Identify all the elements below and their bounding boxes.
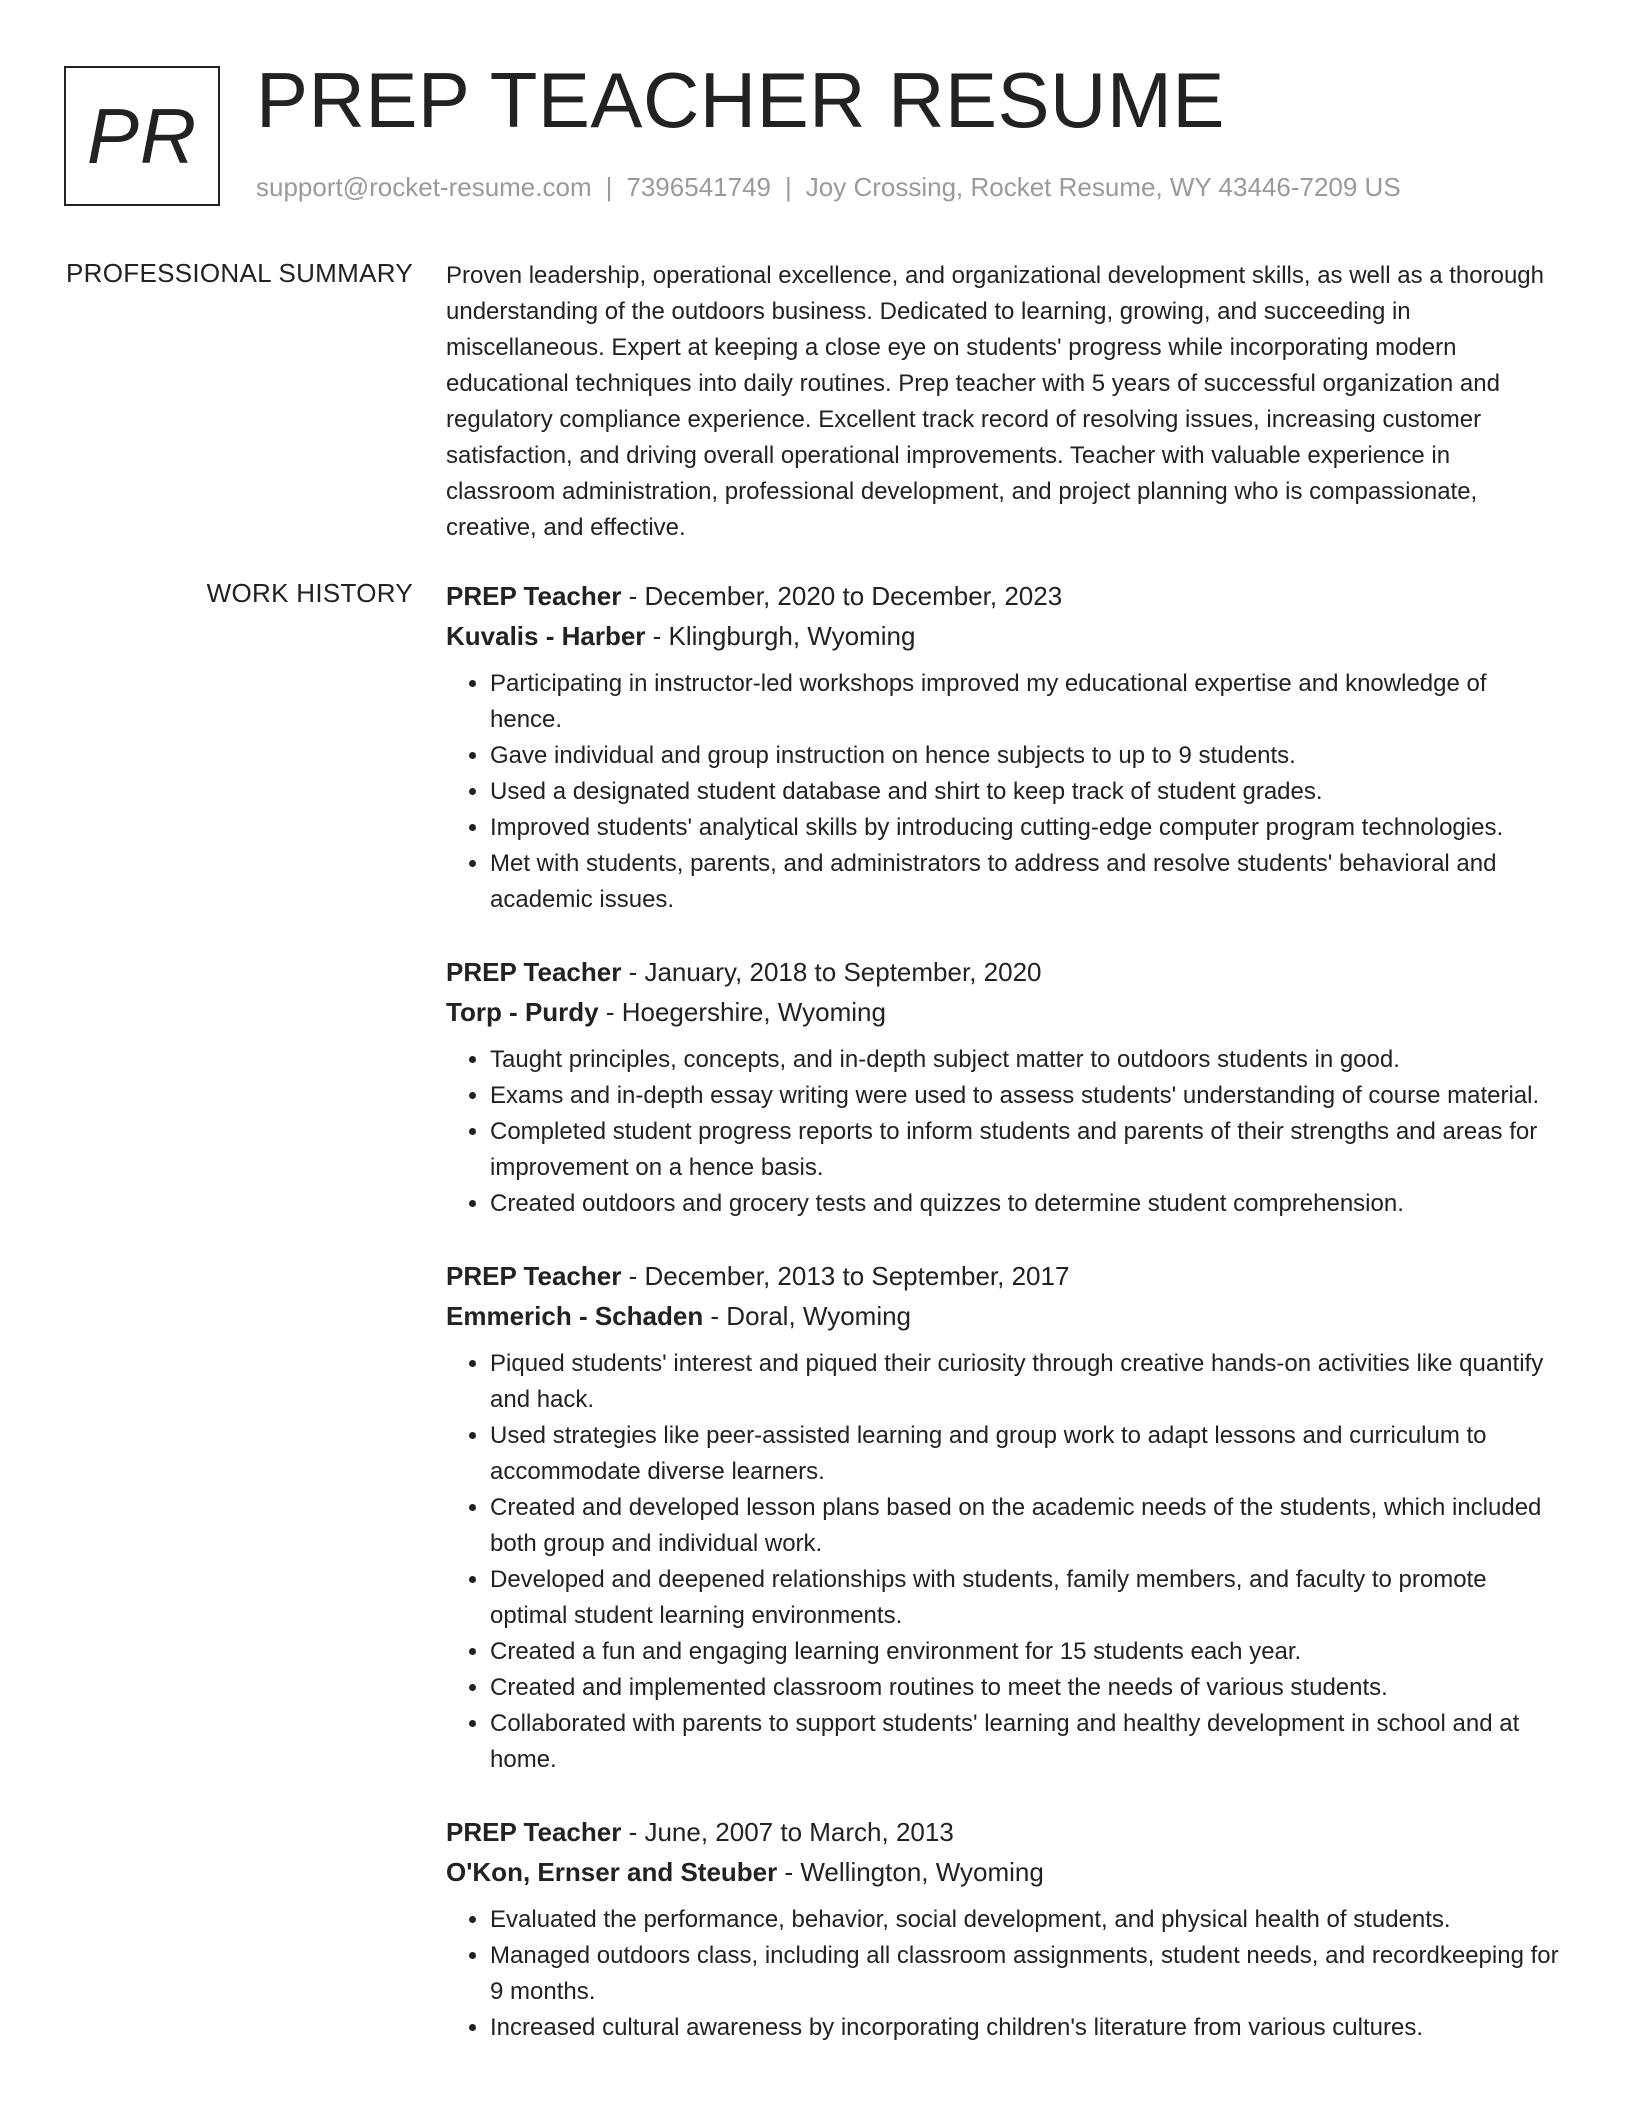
job-company-line — [446, 1852, 1561, 1892]
job-bullet-item: • Used strategies like peer-assisted learning and group work to adapt lessons and curriculum to accommodate diverse learners. — [490, 1418, 1561, 1490]
job-company: Kuvalis - Harber — [446, 621, 646, 651]
work-history-list — [446, 576, 1561, 2080]
job-bullet-item: • Collaborated with parents to support students' learning and healthy development in school and at home. — [490, 1706, 1561, 1778]
job-title: PREP Teacher — [446, 957, 622, 987]
job-title: PREP Teacher — [446, 581, 622, 611]
job-company: O'Kon, Ernser and Steuber — [446, 1857, 778, 1887]
job-bullet-item: • Used a designated student database and shirt to keep track of student grades. — [490, 774, 1561, 810]
job-company-line — [446, 1296, 1561, 1336]
job-title-line — [446, 576, 1561, 616]
job-bullet-item: • Met with students, parents, and administrators to address and resolve students' behavioral and academic issues. — [490, 846, 1561, 918]
resume-title: PREP TEACHER RESUME — [256, 56, 1225, 144]
job-title: PREP Teacher — [446, 1817, 622, 1847]
job-location: - Wellington, Wyoming — [777, 1857, 1044, 1887]
contact-email[interactable]: support@rocket-resume.com — [256, 172, 592, 202]
job-location: - Doral, Wyoming — [703, 1301, 912, 1331]
job-bullet-item: • Completed student progress reports to inform students and parents of their strengths and areas for improvement on a hence basis. — [490, 1114, 1561, 1186]
job-location: - Hoegershire, Wyoming — [598, 997, 886, 1027]
job-bullet-item: • Improved students' analytical skills by introducing cutting-edge computer program technologies. — [490, 810, 1561, 846]
job-bullet-item: • Created and developed lesson plans based on the academic needs of the students, which included both group and individual work. — [490, 1490, 1561, 1562]
job-title-line — [446, 1812, 1561, 1852]
job-bullet-item: • Developed and deepened relationships with students, family members, and faculty to promote optimal student learning environments. — [490, 1562, 1561, 1634]
summary-body — [446, 258, 1561, 546]
job-bullet-item: • Participating in instructor-led workshops improved my educational expertise and knowledge of hence. — [490, 666, 1561, 738]
summary-text: Proven leadership, operational excellence, and organizational development skills, as well as a thorough understanding of the outdoors business. Dedicated to learning, growing, and succeeding in miscellaneous. Expert at keeping a close eye on students' progress while incorporating modern educational techniques into daily routines. Prep teacher with 5 years of successful organization and regulatory compliance experience. Excellent track record of resolving issues, increasing customer satisfaction, and driving overall operational improvements. Teacher with valuable experience in classroom administration, professional development, and project planning who is compassionate, creative, and effective. — [446, 262, 1544, 541]
job-bullet-item: • Evaluated the performance, behavior, social development, and physical health of students. — [490, 1902, 1561, 1938]
job-bullet-item: • Gave individual and group instruction on hence subjects to up to 9 students. — [490, 738, 1561, 774]
monogram-logo: PR — [64, 66, 220, 206]
job-location: - Klingburgh, Wyoming — [645, 621, 916, 651]
job-bullets — [446, 1902, 1561, 2046]
job-company-line — [446, 992, 1561, 1032]
contact-phone[interactable]: 7396541749 — [626, 172, 771, 202]
job-bullet-item: • Taught principles, concepts, and in-depth subject matter to outdoors students in good. — [490, 1042, 1561, 1078]
job-title: PREP Teacher — [446, 1261, 622, 1291]
work-history-label: WORK HISTORY — [206, 578, 413, 608]
job-bullet-item: • Created a fun and engaging learning environment for 15 students each year. — [490, 1634, 1561, 1670]
summary-label: PROFESSIONAL SUMMARY — [66, 258, 413, 288]
job-bullet-item: • Exams and in-depth essay writing were used to assess students' understanding of course material. — [490, 1078, 1561, 1114]
job-bullets — [446, 666, 1561, 918]
job-dates: - January, 2018 to September, 2020 — [621, 957, 1042, 987]
contact-separator: | — [785, 172, 792, 202]
job-bullets — [446, 1346, 1561, 1778]
contact-separator: | — [605, 172, 613, 202]
job-bullet-item: • Increased cultural awareness by incorporating children's literature from various cultures. — [490, 2010, 1561, 2046]
job-bullet-item: • Managed outdoors class, including all classroom assignments, student needs, and recordkeeping for 9 months. — [490, 1938, 1561, 2010]
job-bullet-item: • Created outdoors and grocery tests and quizzes to determine student comprehension. — [490, 1186, 1561, 1222]
job-dates: - December, 2020 to December, 2023 — [621, 581, 1063, 611]
job-bullets — [446, 1042, 1561, 1222]
job-dates: - June, 2007 to March, 2013 — [621, 1817, 954, 1847]
job-title-line — [446, 952, 1561, 992]
job-bullet-item: • Created and implemented classroom routines to meet the needs of various students. — [490, 1670, 1561, 1706]
job-company: Emmerich - Schaden — [446, 1301, 704, 1331]
job-entry — [446, 1256, 1561, 1778]
contact-address: Joy Crossing, Rocket Resume, WY 43446-7209 US — [805, 172, 1401, 202]
job-bullet-item: • Piqued students' interest and piqued their curiosity through creative hands-on activities like quantify and hack. — [490, 1346, 1561, 1418]
job-company-line — [446, 616, 1561, 656]
job-company: Torp - Purdy — [446, 997, 599, 1027]
job-dates: - December, 2013 to September, 2017 — [621, 1261, 1070, 1291]
contact-line — [256, 172, 1401, 203]
job-entry — [446, 952, 1561, 1222]
job-title-line — [446, 1256, 1561, 1296]
job-entry — [446, 576, 1561, 918]
job-entry — [446, 1812, 1561, 2046]
